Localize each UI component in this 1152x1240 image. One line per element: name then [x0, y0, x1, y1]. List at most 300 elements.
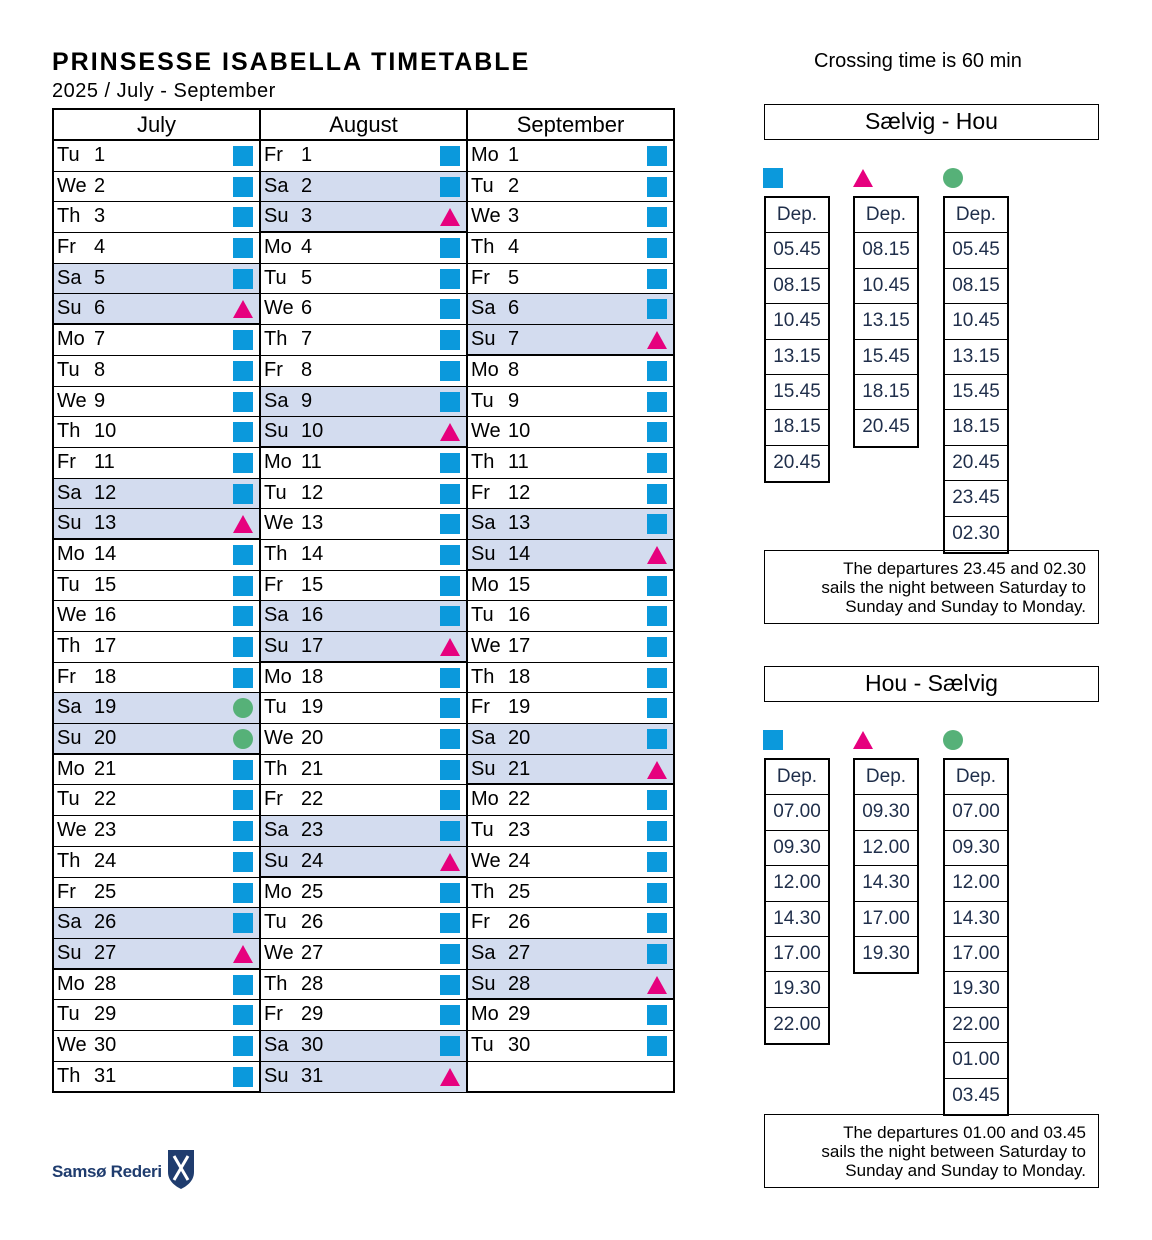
day-row — [261, 755, 466, 786]
square-icon — [647, 576, 667, 596]
departure-time: 12.00 — [855, 831, 917, 866]
day-row — [468, 417, 673, 448]
weekday: Su — [471, 542, 496, 565]
day-row — [261, 1031, 466, 1062]
schedule-marker — [440, 606, 460, 626]
day-number: 30 — [508, 1033, 531, 1056]
departure-time: 22.00 — [945, 1008, 1007, 1043]
day-number: 28 — [508, 972, 531, 995]
schedule-marker — [647, 883, 667, 903]
departure-time: 12.00 — [945, 866, 1007, 901]
departure-time: 14.30 — [945, 902, 1007, 937]
day-number: 23 — [508, 819, 531, 842]
page-title: PRINSESSE ISABELLA TIMETABLE — [52, 48, 531, 76]
day-number: 10 — [508, 420, 531, 443]
departure-time: 09.30 — [855, 795, 917, 830]
triangle-icon — [440, 638, 460, 656]
square-icon — [647, 299, 667, 319]
schedule-marker — [233, 913, 253, 933]
schedule-marker — [233, 637, 253, 657]
weekday: Mo — [57, 757, 85, 780]
square-icon — [647, 238, 667, 258]
day-number: 3 — [301, 205, 313, 228]
departure-time: 17.00 — [945, 937, 1007, 972]
day-row — [261, 816, 466, 847]
day-row — [261, 785, 466, 816]
day-row — [54, 417, 259, 448]
square-icon — [233, 913, 253, 933]
day-number: 27 — [301, 941, 324, 964]
schedule-marker — [233, 975, 253, 995]
square-icon — [647, 514, 667, 534]
schedule-marker — [233, 729, 253, 749]
day-row — [54, 878, 259, 909]
weekday: Tu — [471, 174, 494, 197]
route-title: Hou - Sælvig — [764, 666, 1099, 702]
day-number: 18 — [301, 665, 324, 688]
departure-column — [764, 196, 830, 483]
schedule-marker — [233, 698, 253, 718]
schedule-marker — [233, 760, 253, 780]
schedule-marker — [233, 330, 253, 350]
night-departure-note — [764, 1114, 1099, 1188]
weekday: We — [471, 205, 501, 228]
departure-time: 05.45 — [766, 233, 828, 268]
square-icon — [233, 207, 253, 227]
schedule-marker — [647, 392, 667, 412]
weekday: Th — [264, 328, 288, 351]
square-icon — [440, 146, 460, 166]
month-header: September — [468, 110, 673, 141]
departure-time: 15.45 — [855, 340, 917, 375]
weekday: Su — [57, 512, 82, 535]
square-icon — [647, 453, 667, 473]
day-row — [261, 233, 466, 264]
day-number: 26 — [508, 911, 531, 934]
departure-time: 18.15 — [855, 375, 917, 410]
weekday: Mo — [57, 972, 85, 995]
departure-time: 15.45 — [945, 375, 1007, 410]
weekday: Mo — [471, 573, 499, 596]
day-number: 3 — [94, 205, 106, 228]
day-row — [54, 540, 259, 571]
day-number: 5 — [301, 266, 313, 289]
schedule-marker — [647, 453, 667, 473]
departure-time: 19.30 — [766, 972, 828, 1007]
day-number: 17 — [508, 635, 531, 657]
square-icon — [233, 453, 253, 473]
schedule-marker — [647, 177, 667, 197]
day-number: 12 — [94, 481, 117, 504]
schedule-marker — [233, 852, 253, 872]
square-icon — [233, 883, 253, 903]
weekday: Sa — [57, 696, 82, 719]
schedule-marker — [233, 207, 253, 227]
day-number: 3 — [508, 205, 520, 228]
square-icon — [647, 1036, 667, 1056]
departure-time: 02.30 — [952, 522, 1000, 544]
square-icon — [647, 852, 667, 872]
schedule-marker — [647, 330, 667, 350]
square-icon — [440, 576, 460, 596]
day-number: 30 — [94, 1033, 117, 1056]
square-icon — [233, 852, 253, 872]
day-row — [54, 264, 259, 295]
schedule-marker — [440, 913, 460, 933]
weekday: Sa — [471, 727, 496, 750]
note-line: The departures 01.00 and 03.45 — [843, 1123, 1086, 1142]
weekday: Sa — [264, 1033, 289, 1056]
square-icon — [440, 944, 460, 964]
day-row — [54, 847, 259, 878]
day-row — [261, 601, 466, 632]
schedule-marker — [647, 1036, 667, 1056]
schedule-marker — [233, 422, 253, 442]
day-row — [468, 172, 673, 203]
departure-time: 19.30 — [862, 942, 910, 964]
square-icon — [233, 330, 253, 350]
weekday: Tu — [471, 389, 494, 412]
day-row — [54, 908, 259, 939]
day-row — [261, 908, 466, 939]
note-line: The departures 23.45 and 02.30 — [843, 559, 1086, 578]
square-icon — [233, 576, 253, 596]
departure-time: 12.00 — [766, 866, 828, 901]
day-row — [468, 1031, 673, 1062]
day-row — [468, 847, 673, 878]
schedule-marker — [647, 1005, 667, 1025]
schedule-marker — [440, 852, 460, 872]
logo-text: Samsø Rederi — [52, 1161, 162, 1181]
day-row — [54, 663, 259, 694]
schedule-marker — [440, 975, 460, 995]
weekday: Sa — [471, 297, 496, 320]
day-number: 11 — [301, 450, 322, 473]
square-icon — [233, 637, 253, 657]
schedule-marker — [440, 545, 460, 565]
day-row — [261, 387, 466, 418]
weekday: We — [57, 389, 87, 412]
square-icon — [440, 821, 460, 841]
day-row — [261, 509, 466, 540]
schedule-marker — [647, 790, 667, 810]
day-number: 23 — [301, 819, 324, 842]
day-row — [468, 509, 673, 540]
square-icon — [440, 913, 460, 933]
day-number: 12 — [508, 481, 531, 504]
schedule-marker — [647, 576, 667, 596]
day-number: 11 — [94, 450, 115, 473]
day-number: 15 — [508, 573, 531, 596]
day-row — [468, 632, 673, 663]
day-number: 9 — [301, 389, 313, 412]
weekday: Sa — [57, 266, 82, 289]
square-icon — [440, 1005, 460, 1025]
day-number: 27 — [94, 941, 117, 964]
departure-time: 20.45 — [773, 451, 821, 473]
square-icon — [647, 361, 667, 381]
weekday: Th — [471, 236, 495, 259]
day-row — [261, 1062, 466, 1093]
weekday: Su — [471, 757, 496, 780]
weekday: Sa — [264, 389, 289, 412]
schedule-marker — [440, 1036, 460, 1056]
weekday: Tu — [471, 604, 494, 627]
square-icon — [647, 1005, 667, 1025]
day-number: 17 — [301, 635, 324, 657]
day-row — [54, 816, 259, 847]
square-icon — [440, 1036, 460, 1056]
triangle-icon — [440, 1068, 460, 1086]
square-icon — [647, 146, 667, 166]
square-icon — [763, 730, 783, 750]
weekday: Fr — [264, 144, 283, 166]
day-row — [261, 356, 466, 387]
departure-time: 18.15 — [766, 410, 828, 445]
schedule-marker — [233, 668, 253, 688]
square-icon — [440, 883, 460, 903]
weekday: Sa — [471, 512, 496, 535]
schedule-marker — [233, 392, 253, 412]
day-number: 6 — [508, 297, 520, 320]
day-number: 25 — [301, 880, 324, 903]
square-icon — [233, 361, 253, 381]
day-number: 24 — [301, 849, 324, 872]
day-row — [468, 202, 673, 233]
schedule-legend — [853, 168, 873, 187]
weekday: Fr — [264, 573, 283, 596]
day-row — [468, 387, 673, 418]
month-column — [261, 110, 468, 1091]
day-row — [54, 294, 259, 325]
weekday: Th — [471, 665, 495, 688]
departure-time: 19.30 — [945, 972, 1007, 1007]
schedule-marker — [440, 790, 460, 810]
triangle-icon — [440, 423, 460, 441]
departure-column — [943, 196, 1009, 554]
departure-column — [943, 758, 1009, 1116]
schedule-marker — [440, 514, 460, 534]
schedule-marker — [233, 606, 253, 626]
departure-time: 17.00 — [855, 902, 917, 937]
day-row — [261, 172, 466, 203]
weekday: Su — [264, 420, 289, 443]
day-row — [54, 141, 259, 172]
day-row — [468, 970, 673, 1001]
square-icon — [647, 821, 667, 841]
departure-time: 15.45 — [766, 375, 828, 410]
day-number: 14 — [94, 542, 117, 565]
day-number: 15 — [94, 573, 117, 596]
square-icon — [440, 668, 460, 688]
day-row — [468, 755, 673, 786]
departure-column — [853, 758, 919, 974]
day-row — [261, 970, 466, 1001]
triangle-icon — [647, 331, 667, 349]
weekday: Sa — [471, 941, 496, 964]
schedule-marker — [440, 484, 460, 504]
schedule-marker — [440, 821, 460, 841]
schedule-marker — [233, 146, 253, 166]
day-row — [261, 294, 466, 325]
square-icon — [647, 913, 667, 933]
square-icon — [233, 1036, 253, 1056]
day-number: 20 — [94, 727, 117, 750]
weekday: Fr — [57, 665, 76, 688]
weekday: Mo — [264, 880, 292, 903]
departure-time: 08.15 — [855, 233, 917, 268]
weekday: Tu — [471, 1033, 494, 1056]
day-number: 9 — [508, 389, 520, 412]
day-number: 7 — [301, 328, 313, 351]
day-number: 21 — [508, 757, 531, 780]
schedule-marker — [647, 484, 667, 504]
schedule-marker — [647, 606, 667, 626]
square-icon — [647, 883, 667, 903]
weekday: Mo — [57, 542, 85, 565]
square-icon — [647, 637, 667, 657]
weekday: Tu — [264, 481, 287, 504]
schedule-marker — [440, 883, 460, 903]
square-icon — [647, 269, 667, 289]
departure-time: 08.15 — [945, 269, 1007, 304]
day-number: 6 — [94, 297, 106, 320]
square-icon — [647, 422, 667, 442]
day-number: 5 — [508, 266, 520, 289]
day-row — [261, 264, 466, 295]
day-number: 20 — [508, 727, 531, 750]
weekday: Th — [57, 849, 81, 872]
departure-time: 10.45 — [945, 304, 1007, 339]
day-row — [468, 264, 673, 295]
square-icon — [233, 975, 253, 995]
weekday: Sa — [264, 174, 289, 197]
day-row — [54, 325, 259, 356]
weekday: Su — [471, 328, 496, 351]
day-row — [468, 816, 673, 847]
schedule-marker — [647, 729, 667, 749]
day-number: 25 — [94, 880, 117, 903]
schedule-marker — [233, 361, 253, 381]
departure-time: 10.45 — [855, 269, 917, 304]
schedule-marker — [440, 637, 460, 657]
month-header: August — [261, 110, 466, 141]
day-row — [261, 632, 466, 663]
day-number: 5 — [94, 266, 106, 289]
company-logo — [52, 1148, 196, 1195]
day-number: 13 — [508, 512, 531, 535]
weekday: Th — [264, 757, 288, 780]
day-row — [54, 387, 259, 418]
departure-time: 09.30 — [945, 831, 1007, 866]
weekday: Tu — [57, 573, 80, 596]
weekday: We — [57, 174, 87, 197]
day-row — [468, 663, 673, 694]
square-icon — [647, 698, 667, 718]
circle-icon — [943, 730, 963, 750]
day-row — [468, 141, 673, 172]
weekday: Th — [264, 542, 288, 565]
day-row — [468, 601, 673, 632]
square-icon — [233, 484, 253, 504]
day-number: 14 — [301, 542, 324, 565]
weekday: Fr — [57, 450, 76, 473]
day-row — [54, 632, 259, 663]
weekday: Sa — [264, 819, 289, 842]
schedule-marker — [440, 1067, 460, 1087]
day-number: 13 — [301, 512, 324, 535]
schedule-marker — [440, 361, 460, 381]
day-row — [261, 878, 466, 909]
schedule-marker — [647, 545, 667, 565]
day-number: 23 — [94, 819, 117, 842]
square-icon — [647, 668, 667, 688]
triangle-icon — [233, 945, 253, 963]
weekday: Tu — [57, 358, 80, 381]
departure-time: 20.45 — [862, 416, 910, 438]
weekday: Th — [57, 635, 81, 657]
day-number: 29 — [301, 1003, 324, 1026]
schedule-marker — [440, 238, 460, 258]
departure-header: Dep. — [945, 198, 1007, 233]
square-icon — [647, 944, 667, 964]
square-icon — [647, 484, 667, 504]
schedule-marker — [647, 637, 667, 657]
day-row — [468, 356, 673, 387]
day-number: 21 — [94, 757, 117, 780]
square-icon — [233, 606, 253, 626]
day-number: 2 — [94, 174, 106, 197]
day-number: 24 — [508, 849, 531, 872]
schedule-marker — [440, 453, 460, 473]
weekday: We — [57, 819, 87, 842]
schedule-marker — [440, 576, 460, 596]
schedule-marker — [647, 361, 667, 381]
weekday: Su — [264, 1064, 289, 1087]
departure-time: 20.45 — [945, 446, 1007, 481]
weekday: Mo — [57, 328, 85, 351]
triangle-icon — [647, 546, 667, 564]
day-number: 31 — [301, 1064, 324, 1087]
weekday: Su — [264, 205, 289, 228]
crossing-time: Crossing time is 60 min — [814, 50, 1022, 72]
departure-time: 13.15 — [855, 304, 917, 339]
schedule-marker — [233, 883, 253, 903]
square-icon — [440, 330, 460, 350]
square-icon — [647, 177, 667, 197]
square-icon — [440, 238, 460, 258]
triangle-icon — [853, 169, 873, 187]
schedule-marker — [233, 944, 253, 964]
schedule-marker — [440, 177, 460, 197]
square-icon — [440, 606, 460, 626]
day-number: 15 — [301, 573, 324, 596]
schedule-marker — [440, 422, 460, 442]
day-number: 10 — [94, 420, 117, 443]
triangle-icon — [233, 515, 253, 533]
schedule-marker — [647, 269, 667, 289]
departure-time: 07.00 — [945, 795, 1007, 830]
day-row — [468, 693, 673, 724]
day-number: 22 — [301, 788, 324, 811]
weekday: Sa — [57, 911, 82, 934]
weekday: Mo — [471, 788, 499, 811]
weekday: Mo — [264, 236, 292, 259]
day-row — [468, 540, 673, 571]
day-number: 1 — [301, 144, 313, 166]
day-row — [54, 202, 259, 233]
weekday: We — [471, 849, 501, 872]
